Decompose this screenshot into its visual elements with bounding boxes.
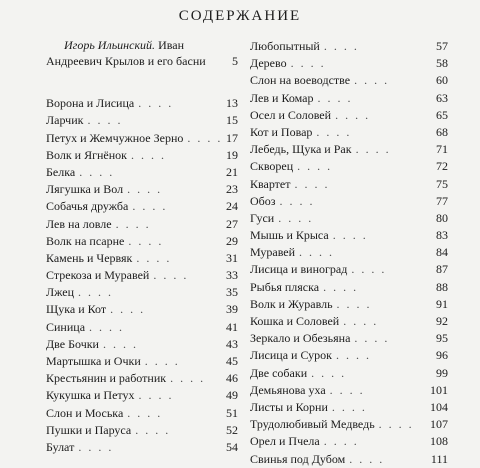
dot-leader: . . . .	[323, 39, 359, 53]
entry-page-number: 99	[436, 365, 448, 380]
entry-page-number: 35	[226, 285, 238, 300]
dot-leader: . . . .	[329, 382, 365, 397]
dot-leader: . . . .	[79, 164, 115, 179]
entry-title: Щука и Кот	[46, 302, 107, 317]
dot-leader: . . . .	[354, 73, 390, 88]
dot-leader: . . . .	[170, 371, 206, 386]
entry-page-number: 52	[226, 422, 238, 437]
entry-page-number: 84	[436, 245, 448, 260]
entry-page-number: 96	[436, 348, 448, 363]
dot-leader: . . . .	[187, 130, 223, 145]
contents-entry	[46, 95, 238, 112]
entry-title: Кошка и Соловей	[250, 314, 340, 328]
dot-leader: . . . .	[317, 90, 353, 105]
entry-page-number: 88	[436, 279, 448, 294]
entry-page-number: 17	[226, 130, 238, 145]
contents-entry	[250, 399, 448, 416]
dot-leader: . . . .	[332, 228, 368, 243]
dot-leader: . . . .	[354, 331, 390, 346]
entry-title: Синица	[46, 319, 86, 334]
dot-leader: . . . .	[78, 285, 114, 300]
dot-leader: . . . .	[144, 354, 180, 368]
contents-entry	[46, 387, 238, 404]
dot-leader: . . . .	[135, 422, 171, 437]
contents-entry	[46, 405, 238, 422]
entry-page-number: 46	[226, 371, 238, 386]
dot-leader: . . . .	[299, 245, 335, 260]
entry-title: Свинья под Дубом	[250, 451, 346, 466]
dot-leader: . . . .	[343, 314, 379, 328]
entry-title: Обоз	[250, 193, 276, 208]
contents-entry	[250, 158, 448, 175]
contents-entry	[46, 370, 238, 387]
entry-page-number: 83	[436, 228, 448, 243]
dot-leader: . . . .	[336, 296, 372, 311]
entry-title: Дерево	[250, 56, 287, 71]
contents-entry	[250, 227, 448, 244]
entry-page-number: 75	[436, 176, 448, 191]
dot-leader: . . . .	[87, 113, 123, 128]
contents-right-column	[250, 38, 448, 468]
contents-entry	[46, 233, 238, 250]
entry-page-number: 68	[436, 124, 448, 139]
contents-entry	[46, 353, 238, 370]
entry-title: Две собаки	[250, 365, 308, 380]
entry-title: Гуси	[250, 210, 275, 225]
entry-title: Скворец	[250, 159, 294, 174]
dot-leader: . . . .	[136, 250, 172, 265]
entry-title: Волк на псарне	[46, 233, 125, 248]
contents-entry	[46, 164, 238, 181]
dot-leader: . . . .	[131, 147, 167, 162]
entry-page-number: 60	[436, 73, 448, 88]
contents-entry	[250, 261, 448, 278]
entry-page-number: 54	[226, 439, 238, 454]
entry-title: Петух и Жемчужное Зерно	[46, 130, 184, 145]
entry-page-number: 104	[430, 399, 448, 414]
entry-title: Ворона и Лисица	[46, 96, 135, 111]
contents-entry	[250, 124, 448, 141]
entry-page-number: 43	[226, 336, 238, 351]
entry-page-number: 23	[226, 182, 238, 197]
dot-leader: . . . .	[316, 124, 352, 139]
contents-entry	[46, 284, 238, 301]
entry-title: Лягушка и Вол	[46, 182, 124, 197]
contents-entry	[250, 296, 448, 313]
dot-leader: . . . .	[110, 302, 146, 317]
dot-leader: . . . .	[278, 210, 314, 225]
entry-title: Лев на ловле	[46, 216, 112, 231]
entry-title: Рыбья пляска	[250, 279, 320, 294]
dot-leader: . . . .	[279, 193, 315, 208]
dot-leader: . . . .	[102, 336, 138, 351]
entry-title: Осел и Соловей	[250, 107, 332, 122]
contents-entry	[250, 72, 448, 89]
dot-leader: . . . .	[335, 107, 371, 122]
dot-leader: . . . .	[138, 96, 174, 111]
entry-page-number: 51	[226, 405, 238, 420]
entry-page-number: 80	[436, 210, 448, 225]
entry-title: Муравей	[250, 245, 296, 260]
entry-title: Лжец	[46, 285, 75, 300]
contents-entry	[250, 141, 448, 158]
entry-title: Орел и Пчела	[250, 434, 320, 449]
entry-title: Булат	[46, 439, 75, 454]
entry-title: Две Бочки	[46, 336, 99, 351]
entry-page-number: 33	[226, 268, 238, 283]
dot-leader: . . . .	[294, 176, 330, 191]
contents-entry	[250, 451, 448, 468]
entry-page-number: 15	[226, 113, 238, 128]
contents-entry	[46, 439, 238, 456]
entry-page-number: 41	[226, 319, 238, 334]
entry-title: Листы и Корни	[250, 399, 328, 414]
entry-page-number: 29	[226, 233, 238, 248]
entry-page-number: 24	[226, 199, 238, 214]
entry-page-number: 87	[436, 262, 448, 277]
entry-page-number: 13	[226, 96, 238, 111]
dot-leader: . . . .	[297, 159, 333, 174]
contents-entry	[46, 216, 238, 233]
entry-title: Белка	[46, 164, 76, 179]
contents-entry	[250, 176, 448, 193]
contents-entry	[250, 416, 448, 433]
dot-leader: . . . .	[331, 399, 367, 414]
dot-leader: . . . .	[323, 434, 359, 449]
entry-page-number: 21	[226, 164, 238, 179]
entry-page-number: 108	[430, 434, 448, 449]
contents-entry	[46, 198, 238, 215]
contents-entry	[250, 382, 448, 399]
intro-title: Иван Андреевич Крылов и его басни	[46, 38, 206, 68]
contents-list-left	[46, 95, 238, 456]
dot-leader: . . . .	[78, 439, 114, 454]
contents-entry	[250, 279, 448, 296]
entry-page-number: 63	[436, 90, 448, 105]
entry-title: Лев и Комар	[250, 90, 314, 105]
entry-title: Волк и Ягнёнок	[46, 147, 128, 162]
entry-page-number: 45	[226, 354, 238, 368]
contents-entry	[46, 319, 238, 336]
contents-entry	[250, 313, 448, 330]
dot-leader: . . . .	[132, 199, 168, 214]
contents-entry	[250, 193, 448, 210]
entry-page-number: 107	[430, 417, 448, 432]
contents-entry	[250, 210, 448, 227]
entry-title: Мышь и Крыса	[250, 228, 329, 243]
entry-page-number: 65	[436, 107, 448, 122]
page-title: СОДЕРЖАНИЕ	[178, 8, 302, 24]
intro-page-number: 5	[232, 53, 238, 68]
entry-page-number: 91	[436, 296, 448, 311]
dot-leader: . . . .	[128, 233, 164, 248]
entry-title: Квартет	[250, 176, 291, 191]
entry-page-number: 77	[436, 193, 448, 208]
entry-page-number: 101	[430, 382, 448, 397]
entry-page-number: 57	[436, 39, 448, 53]
entry-title: Кот и Повар	[250, 124, 313, 139]
entry-title: Собачья дружба	[46, 199, 129, 214]
entry-page-number: 92	[436, 314, 448, 328]
entry-title: Кукушка и Петух	[46, 388, 135, 403]
entry-title: Камень и Червяк	[46, 250, 133, 265]
contents-left-column	[46, 38, 238, 456]
entry-page-number: 95	[436, 331, 448, 346]
entry-title: Ларчик	[46, 113, 84, 128]
entry-title: Лисица и виноград	[250, 262, 348, 277]
entry-title: Крестьянин и работник	[46, 371, 167, 386]
entry-page-number: 49	[226, 388, 238, 403]
dot-leader: . . . .	[311, 365, 347, 380]
dot-leader: . . . .	[138, 388, 174, 403]
contents-entry	[46, 130, 238, 147]
contents-entry	[250, 107, 448, 124]
dot-leader: . . . .	[349, 451, 385, 466]
entry-title: Трудолюбивый Медведь	[250, 417, 375, 432]
dot-leader: . . . .	[115, 216, 151, 231]
intro-entry	[46, 38, 238, 69]
dot-leader: . . . .	[89, 319, 125, 334]
contents-entry	[46, 250, 238, 267]
intro-author: Игорь Ильинский.	[64, 38, 156, 52]
entry-title: Лебедь, Щука и Рак	[250, 142, 352, 157]
entry-page-number: 72	[436, 159, 448, 174]
contents-entry	[46, 112, 238, 129]
contents-entry	[46, 181, 238, 198]
dot-leader: . . . .	[355, 142, 391, 157]
entry-page-number: 27	[226, 216, 238, 231]
contents-entry	[46, 267, 238, 284]
contents-entry	[250, 38, 448, 55]
contents-entry	[250, 330, 448, 347]
contents-list-right	[250, 38, 448, 468]
entry-title: Любопытный	[250, 39, 320, 53]
entry-page-number: 31	[226, 250, 238, 265]
dot-leader: . . . .	[323, 279, 359, 294]
dot-leader: . . . .	[153, 268, 189, 283]
entry-title: Слон на воеводстве	[250, 73, 351, 88]
entry-title: Зеркало и Обезьяна	[250, 331, 351, 346]
entry-title: Лисица и Сурок	[250, 348, 333, 363]
entry-page-number: 111	[430, 451, 448, 466]
dot-leader: . . . .	[351, 262, 387, 277]
entry-title: Демьянова уха	[250, 382, 326, 397]
contents-entry	[46, 422, 238, 439]
entry-title: Стрекоза и Муравей	[46, 268, 150, 283]
contents-entry	[250, 365, 448, 382]
contents-entry	[250, 433, 448, 450]
entry-title: Мартышка и Очки	[46, 354, 141, 368]
entry-page-number: 39	[226, 302, 238, 317]
contents-entry	[250, 90, 448, 107]
dot-leader: . . . .	[127, 182, 163, 197]
entry-page-number: 71	[436, 142, 448, 157]
entry-page-number: 58	[436, 56, 448, 71]
entry-title: Волк и Журавль	[250, 296, 333, 311]
contents-entry	[250, 347, 448, 364]
entry-page-number: 19	[226, 147, 238, 162]
dot-leader: . . . .	[290, 56, 326, 71]
contents-entry	[250, 244, 448, 261]
contents-entry	[46, 301, 238, 318]
dot-leader: . . . .	[378, 417, 414, 432]
contents-entry	[250, 55, 448, 72]
entry-title: Слон и Моська	[46, 405, 124, 420]
dot-leader: . . . .	[336, 348, 372, 363]
entry-title: Пушки и Паруса	[46, 422, 132, 437]
dot-leader: . . . .	[127, 405, 163, 420]
contents-entry	[46, 147, 238, 164]
contents-entry	[46, 336, 238, 353]
